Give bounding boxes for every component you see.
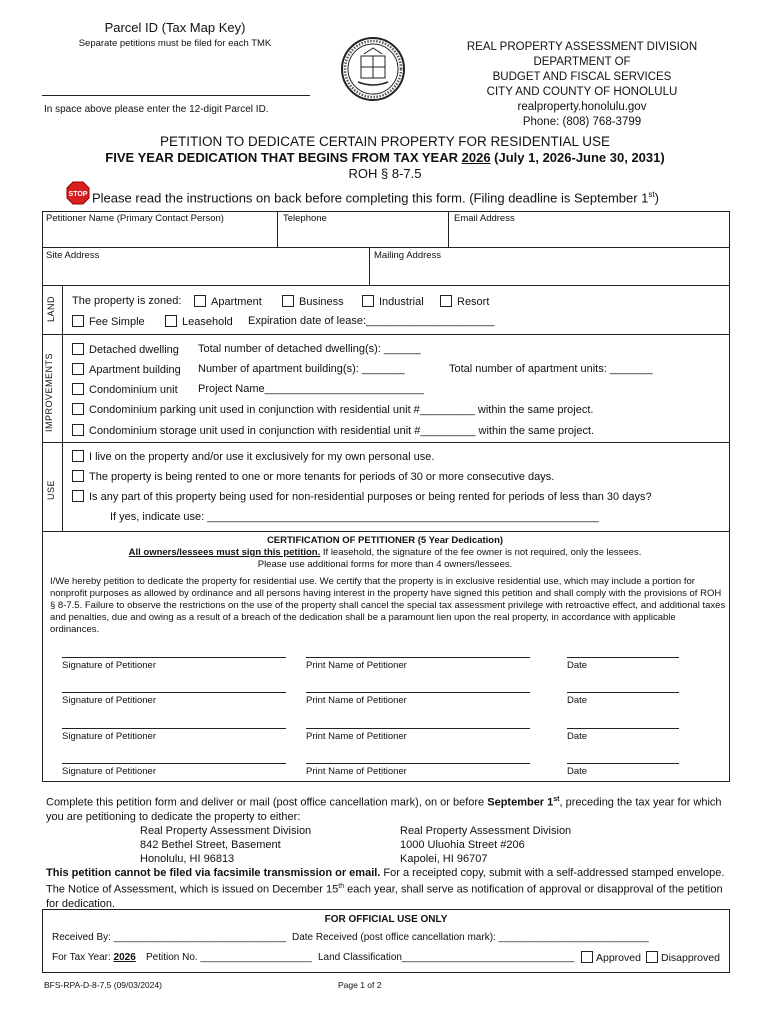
stop-sign-label: STOP (68, 191, 88, 198)
zone-industrial-option[interactable]: Industrial (362, 295, 424, 308)
tax-year-field: For Tax Year: 2026 (52, 952, 136, 963)
checkbox[interactable] (72, 450, 84, 462)
petitioner-name-field[interactable]: Petitioner Name (Primary Contact Person) (46, 213, 224, 224)
zone-resort-option[interactable]: Resort (440, 295, 489, 308)
certification-additional-note: Please use additional forms for more than 4 owners/lessees. (257, 559, 513, 570)
zoning-row: The property is zoned: (72, 295, 182, 307)
apartment-units-field[interactable]: Total number of apartment units: _______ (449, 363, 653, 375)
checkbox[interactable] (72, 383, 84, 395)
parcel-id-note: Separate petitions must be filed for each TMK (78, 38, 272, 49)
certification-title: CERTIFICATION OF PETITIONER (5 Year Dedication) (266, 535, 504, 546)
email-field[interactable]: Email Address (454, 213, 515, 224)
site-address-field[interactable]: Site Address (46, 250, 100, 261)
approved-option[interactable]: Approved (581, 951, 641, 964)
parking-unit-option[interactable]: Condominium parking unit used in conjunction with residential unit #_________ within the same project. (72, 403, 593, 416)
received-by-field[interactable]: Received By: _______________________________ (52, 932, 287, 943)
official-use-title: FOR OFFICIAL USE ONLY (324, 914, 448, 925)
checkbox[interactable] (72, 363, 84, 375)
zone-business-option[interactable]: Business (282, 295, 344, 308)
checkbox[interactable] (72, 403, 84, 415)
form-id: BFS-RPA-D-8-7.5 (09/03/2024) (44, 980, 162, 990)
checkbox[interactable] (72, 470, 84, 482)
checkbox[interactable] (581, 951, 593, 963)
form-title: PETITION TO DEDICATE CERTAIN PROPERTY FOR RESIDENTIAL USE (159, 134, 611, 149)
submission-instructions: Complete this petition form and deliver or mail (post office cancellation mark), on or before September 1st, preceding the tax year for which you are petitioning to dedicate the property to either: (46, 796, 722, 823)
city-seal-icon (340, 36, 406, 102)
date-field[interactable] (567, 763, 679, 764)
agency-block (432, 40, 732, 130)
parcel-id-title: Parcel ID (Tax Map Key) (104, 20, 246, 35)
signature-field[interactable] (62, 763, 286, 764)
fee-simple-option[interactable]: Fee Simple (72, 315, 145, 328)
zone-apartment-option[interactable]: Apartment (194, 295, 262, 308)
agency-line: BUDGET AND FISCAL SERVICES (492, 71, 672, 83)
date-field[interactable] (567, 657, 679, 658)
filing-notice: Please read the instructions on back before completing this form. (Filing deadline is September 1st) (92, 190, 659, 206)
honolulu-office-address: Real Property Assessment Division 842 Bethel Street, Basement Honolulu, HI 96813 (140, 825, 312, 865)
date-field[interactable] (567, 692, 679, 693)
project-name-field[interactable]: Project Name__________________________ (198, 383, 424, 395)
parcel-id-field[interactable] (42, 95, 310, 96)
apartment-building-count-field[interactable]: Number of apartment building(s): _______ (198, 363, 405, 375)
checkbox[interactable] (72, 315, 84, 327)
checkbox[interactable] (72, 424, 84, 436)
checkbox[interactable] (646, 951, 658, 963)
print-name-field[interactable] (306, 692, 530, 693)
storage-unit-option[interactable]: Condominium storage unit used in conjunction with residential unit #_________ within the same project. (72, 424, 594, 437)
disapproved-option[interactable]: Disapproved (646, 951, 720, 964)
certification-body: I/We hereby petition to dedicate the property for residential use. We certify that the property is in exclusive residential use, which may include a portion for nonprofit purposes as allowed by ordinance and all persons having interest in the property have signed this petition and shall comply with the provisions of ROH § 8-7.5. Failure to observe the restrictions on the use of the property shall cancel the special tax assessment privilege with retroactive effect, and additional taxes and penalties, due and owing as a result of a breach of the dedication shall be a paramount lien upon the real property, in accordance with applicable ordinances. (50, 576, 726, 635)
petition-number-field[interactable]: Petition No. ____________________ (146, 952, 312, 963)
stop-sign-icon (66, 181, 90, 205)
checkbox[interactable] (362, 295, 374, 307)
checkbox[interactable] (282, 295, 294, 307)
improvements-section-label: IMPROVEMENTS (44, 352, 54, 432)
certification-owners-note: All owners/lessees must sign this petition. If leasehold, the signature of the fee owner is not required, only the lessees. (128, 547, 642, 558)
roh-citation: ROH § 8-7.5 (348, 166, 422, 181)
personal-use-option[interactable]: I live on the property and/or use it exclusively for my own personal use. (72, 450, 434, 463)
checkbox[interactable] (440, 295, 452, 307)
rented-option[interactable]: The property is being rented to one or more tenants for periods of 30 or more consecutive days. (72, 470, 554, 483)
filing-restrictions: This petition cannot be filed via facsimile transmission or email. For a receipted copy, submit with a self-addressed stamped envelope. The Notice of Assessment, which is issued on December 15th each year, shall serve as notification of approval or disapproval of the petition for dedication. (46, 867, 725, 910)
tax-year: 2026 (461, 150, 491, 165)
checkbox[interactable] (72, 343, 84, 355)
checkbox[interactable] (194, 295, 206, 307)
signature-field[interactable] (62, 657, 286, 658)
indicate-use-field[interactable]: If yes, indicate use: ________________________________________________________________ (110, 511, 599, 523)
signature-field[interactable] (62, 728, 286, 729)
checkbox[interactable] (72, 490, 84, 502)
parcel-id-instruction: In space above please enter the 12-digit Parcel ID. (44, 104, 269, 115)
form-subtitle: FIVE YEAR DEDICATION THAT BEGINS FROM TAX YEAR 2026 (July 1, 2026-June 30, 2031) (105, 150, 665, 165)
date-received-field[interactable]: Date Received (post office cancellation mark): ___________________________ (292, 932, 649, 943)
land-section-label: LAND (46, 295, 56, 322)
signature-field[interactable] (62, 692, 286, 693)
checkbox[interactable] (165, 315, 177, 327)
non-residential-option[interactable]: Is any part of this property being used for non-residential purposes or being rented for periods of less than 30 days? (72, 490, 652, 503)
agency-website[interactable]: realproperty.honolulu.gov (517, 101, 647, 113)
leasehold-option[interactable]: Leasehold (165, 315, 233, 328)
use-section-label: USE (46, 479, 56, 500)
mailing-address-field[interactable]: Mailing Address (374, 250, 442, 261)
page-number: Page 1 of 2 (338, 980, 382, 990)
print-name-field[interactable] (306, 728, 530, 729)
agency-line: DEPARTMENT OF (533, 56, 631, 68)
print-name-field[interactable] (306, 763, 530, 764)
lease-expiration-field[interactable]: Expiration date of lease:_____________________ (248, 315, 495, 327)
kapolei-office-address: Real Property Assessment Division 1000 Uluohia Street #206 Kapolei, HI 96707 (400, 825, 572, 865)
detached-dwelling-option[interactable]: Detached dwelling (72, 343, 179, 356)
apartment-building-option[interactable]: Apartment building (72, 363, 181, 376)
date-field[interactable] (567, 728, 679, 729)
land-classification-field[interactable]: Land Classification_______________________________ (318, 952, 575, 963)
agency-phone: Phone: (808) 768-3799 (522, 116, 642, 128)
agency-line: CITY AND COUNTY OF HONOLULU (486, 86, 678, 98)
agency-line: REAL PROPERTY ASSESSMENT DIVISION (466, 41, 698, 53)
print-name-field[interactable] (306, 657, 530, 658)
detached-total-field[interactable]: Total number of detached dwelling(s): ______ (198, 343, 421, 355)
condominium-unit-option[interactable]: Condominium unit (72, 383, 178, 396)
telephone-field[interactable]: Telephone (283, 213, 327, 224)
